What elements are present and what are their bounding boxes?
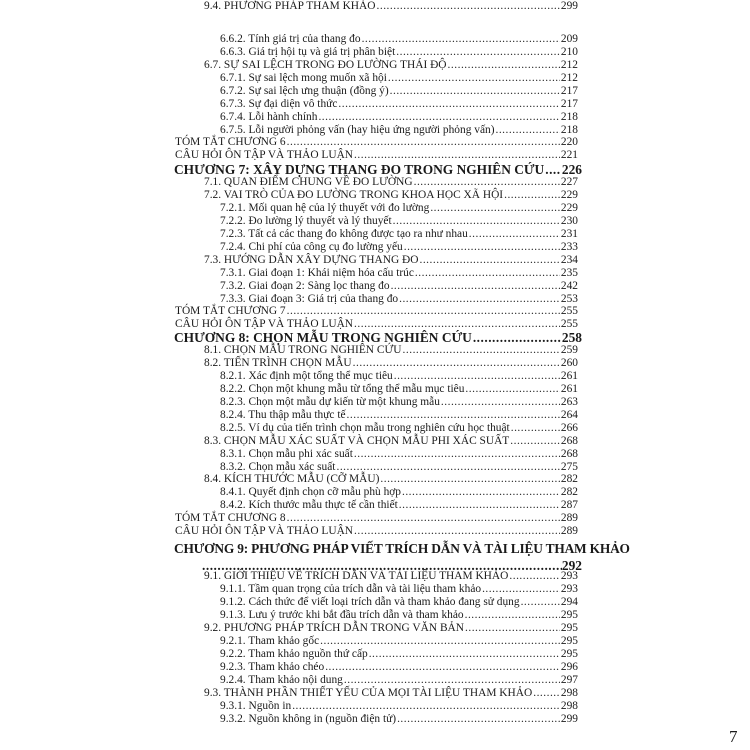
toc-subsection bbox=[220, 85, 578, 98]
toc-title: 7.3.1. Giai đoạn 1: Khái niệm hóa cấu trúc bbox=[220, 267, 414, 279]
toc-page-number: 242 bbox=[560, 280, 578, 292]
toc-title: 7.2.4. Chi phí của công cụ đo lường yếu bbox=[220, 241, 403, 253]
toc-title: 7.1. QUAN ĐIỂM CHUNG VỀ ĐO LƯỜNG bbox=[204, 176, 413, 188]
toc-page-number: 218 bbox=[560, 111, 578, 123]
toc-title: 6.7. SỰ SAI LỆCH TRONG ĐO LƯỜNG THÁI ĐỘ bbox=[204, 59, 447, 71]
dot-leader bbox=[482, 583, 560, 596]
toc-title: 6.6.3. Giá trị hội tụ và giá trị phân biệt bbox=[220, 46, 396, 58]
toc-title: 9.2.3. Tham khảo chéo bbox=[220, 661, 325, 673]
toc-title: CHƯƠNG 8: CHỌN MẪU TRONG NGHIÊN CỨU bbox=[174, 330, 472, 345]
toc-title: 9.2.2. Tham khảo nguồn thứ cấp bbox=[220, 648, 368, 660]
toc-title: 9.1. GIỚI THIỆU VỀ TRÍCH DẪN VÀ TÀI LIỆU THAM KHẢO bbox=[204, 570, 509, 582]
toc-subsection bbox=[220, 267, 578, 280]
dot-leader bbox=[354, 525, 560, 538]
toc-page-number: 295 bbox=[560, 622, 578, 634]
toc-page-number: 268 bbox=[560, 448, 578, 460]
toc-subsection bbox=[220, 422, 578, 435]
toc-title: CÂU HỎI ÔN TẬP VÀ THẢO LUẬN bbox=[175, 318, 354, 330]
toc-page-number: 220 bbox=[560, 136, 578, 148]
dot-leader bbox=[448, 59, 560, 72]
toc-subsection bbox=[220, 596, 578, 609]
toc-page-number: 263 bbox=[560, 396, 578, 408]
toc-page-number: 298 bbox=[560, 687, 578, 699]
dot-leader bbox=[320, 635, 560, 648]
toc-page-number: 217 bbox=[560, 85, 578, 97]
toc-page-number: 260 bbox=[560, 357, 578, 369]
toc-page-number: 231 bbox=[560, 228, 578, 240]
dot-leader bbox=[465, 622, 560, 635]
toc-subsection bbox=[220, 228, 578, 241]
toc-page-number: 259 bbox=[560, 344, 578, 356]
toc-chapter-heading bbox=[174, 162, 582, 177]
dot-leader bbox=[393, 215, 560, 228]
toc-entry-top bbox=[175, 136, 578, 149]
toc-page-number: 268 bbox=[560, 435, 578, 447]
toc-page-number: 293 bbox=[560, 583, 578, 595]
toc-subsection bbox=[220, 241, 578, 254]
dot-leader bbox=[403, 344, 560, 357]
dot-leader bbox=[533, 687, 560, 700]
toc-page-number: 275 bbox=[560, 461, 578, 473]
dot-leader bbox=[419, 254, 559, 267]
toc-title: 8.4.2. Kích thước mẫu thực tế cần thiết bbox=[220, 499, 398, 511]
toc-subsection bbox=[220, 409, 578, 422]
toc-subsection bbox=[220, 713, 578, 726]
dot-leader bbox=[415, 267, 560, 280]
toc-title: 8.3.2. Chọn mẫu xác suất bbox=[220, 461, 336, 473]
toc-title: 8.2.4. Thu thập mẫu thực tế bbox=[220, 409, 346, 421]
toc-title: 9.1.2. Cách thức để viết loại trích dẫn và tham khảo đang sử dụng bbox=[220, 596, 520, 608]
toc-title: CÂU HỎI ÔN TẬP VÀ THẢO LUẬN bbox=[175, 149, 354, 161]
dot-leader bbox=[344, 674, 560, 687]
toc-section bbox=[204, 473, 578, 486]
toc-subsection bbox=[220, 661, 578, 674]
toc-section bbox=[204, 570, 578, 583]
toc-page-number: 227 bbox=[560, 176, 578, 188]
toc-section bbox=[204, 344, 578, 357]
toc-section bbox=[204, 59, 578, 72]
toc-subsection bbox=[220, 111, 578, 124]
toc-page-number: 282 bbox=[560, 473, 578, 485]
toc-chapter-title: CHƯƠNG 9: PHƯƠNG PHÁP VIẾT TRÍCH DẪN VÀ TÀI LIỆU THAM KHẢO bbox=[174, 541, 630, 556]
toc-title: CHƯƠNG 7: XÂY DỰNG THANG ĐO TRONG NGHIÊN CỨU bbox=[174, 162, 545, 177]
toc-subsection bbox=[220, 635, 578, 648]
toc-title: 9.3. THÀNH PHẦN THIẾT YẾU CỦA MỌI TÀI LIỆU THAM KHẢO bbox=[204, 687, 533, 699]
toc-title: 7.3. HƯỚNG DẪN XÂY DỰNG THANG ĐO bbox=[204, 254, 419, 266]
toc-page-number: 299 bbox=[560, 713, 578, 725]
toc-title: TÓM TẮT CHƯƠNG 6 bbox=[175, 136, 286, 148]
toc-title: 8.1. CHỌN MẪU TRONG NGHIÊN CỨU bbox=[204, 344, 402, 356]
toc-section bbox=[204, 176, 578, 189]
toc-title: 6.7.2. Sự sai lệch ưng thuận (đồng ý) bbox=[220, 85, 389, 97]
toc-page-number: 230 bbox=[560, 215, 578, 227]
toc-page-number: 292 bbox=[561, 558, 582, 573]
dot-leader bbox=[399, 499, 560, 512]
toc-page-number: 229 bbox=[560, 189, 578, 201]
dot-leader bbox=[441, 396, 560, 409]
toc-page-number: 295 bbox=[560, 609, 578, 621]
toc-subsection bbox=[220, 448, 578, 461]
dot-leader bbox=[292, 700, 560, 713]
dot-leader bbox=[469, 228, 560, 241]
toc-entry-top bbox=[175, 525, 578, 538]
toc-section bbox=[204, 622, 578, 635]
toc-page-number: 298 bbox=[560, 700, 578, 712]
toc-page-number: 258 bbox=[561, 330, 582, 345]
toc-title: 8.4.1. Quyết định chọn cỡ mẫu phù hợp bbox=[220, 486, 401, 498]
dot-leader bbox=[380, 473, 560, 486]
toc-subsection bbox=[220, 383, 578, 396]
toc-subsection bbox=[220, 280, 578, 293]
dot-leader bbox=[353, 357, 560, 370]
toc-subsection bbox=[220, 648, 578, 661]
dot-leader bbox=[465, 609, 560, 622]
toc-title: 9.2.1. Tham khảo gốc bbox=[220, 635, 320, 647]
toc-title: 6.7.1. Sự sai lệch mong muốn xã hội bbox=[220, 72, 387, 84]
toc-section bbox=[204, 435, 578, 448]
dot-leader bbox=[397, 713, 560, 726]
dot-leader bbox=[394, 370, 560, 383]
dot-leader bbox=[377, 0, 560, 13]
dot-leader bbox=[287, 512, 560, 525]
toc-page-number: 295 bbox=[560, 635, 578, 647]
toc-page-number: 289 bbox=[560, 525, 578, 537]
dot-leader bbox=[511, 422, 560, 435]
dot-leader bbox=[287, 305, 560, 318]
dot-leader bbox=[465, 383, 560, 396]
toc-title: 7.2. VAI TRÒ CỦA ĐO LƯỜNG TRONG KHOA HỌC XÃ HỘI bbox=[204, 189, 504, 201]
toc-page-number: 294 bbox=[560, 596, 578, 608]
toc-entry-top bbox=[175, 149, 578, 162]
dot-leader bbox=[287, 136, 560, 149]
dot-leader bbox=[473, 330, 561, 345]
toc-title: 7.2.1. Mối quan hệ của lý thuyết với đo lường bbox=[220, 202, 430, 214]
toc-page-number: 255 bbox=[560, 305, 578, 317]
toc-page-number: 212 bbox=[560, 72, 578, 84]
toc-subsection bbox=[220, 370, 578, 383]
toc-page-number: 297 bbox=[560, 674, 578, 686]
dot-leader bbox=[509, 570, 560, 583]
toc-subsection bbox=[220, 609, 578, 622]
toc-chapter-heading bbox=[174, 330, 582, 345]
toc-title: 8.3. CHỌN MẪU XÁC SUẤT VÀ CHỌN MẪU PHI XÁC SUẤT bbox=[204, 435, 510, 447]
dot-leader bbox=[396, 46, 560, 59]
toc-title: 6.7.5. Lỗi người phỏng vấn (hay hiệu ứng người phỏng vấn) bbox=[220, 124, 495, 136]
toc-title: 6.7.3. Sự đại diện vô thức bbox=[220, 98, 338, 110]
dot-leader bbox=[510, 435, 560, 448]
toc-page-number: 287 bbox=[560, 499, 578, 511]
toc-page-number: 261 bbox=[560, 383, 578, 395]
toc-section bbox=[204, 357, 578, 370]
toc-page-number: 229 bbox=[560, 202, 578, 214]
toc-page-number: 253 bbox=[560, 293, 578, 305]
toc-subsection bbox=[220, 396, 578, 409]
dot-leader bbox=[318, 111, 559, 124]
toc-page-number: 266 bbox=[560, 422, 578, 434]
toc-title: 9.3.1. Nguồn in bbox=[220, 700, 292, 712]
dot-leader bbox=[402, 486, 560, 499]
toc-page-number: 221 bbox=[560, 149, 578, 161]
toc-section bbox=[204, 687, 578, 700]
toc-section bbox=[204, 0, 578, 13]
toc-title: 6.7.4. Lỗi hành chính bbox=[220, 111, 318, 123]
toc-title: 9.1.3. Lưu ý trước khi bắt đầu trích dẫn và tham khảo bbox=[220, 609, 464, 621]
toc-title: 8.2.2. Chọn một khung mẫu từ tổng thể mẫu mục tiêu bbox=[220, 383, 465, 395]
dot-leader bbox=[362, 33, 560, 46]
toc-page-number: 295 bbox=[560, 648, 578, 660]
toc-title: 9.2. PHƯƠNG PHÁP TRÍCH DẪN TRONG VĂN BẢN bbox=[204, 622, 464, 634]
toc-section bbox=[204, 254, 578, 267]
toc-title: 7.3.3. Giai đoạn 3: Giá trị của thang đo bbox=[220, 293, 399, 305]
toc-subsection bbox=[220, 46, 578, 59]
toc-title: TÓM TẮT CHƯƠNG 7 bbox=[175, 305, 286, 317]
toc-section bbox=[204, 189, 578, 202]
toc-subsection bbox=[220, 674, 578, 687]
toc-page-number: 255 bbox=[560, 318, 578, 330]
page-number: 7 bbox=[729, 727, 738, 746]
dot-leader bbox=[338, 98, 560, 111]
toc-page-number: 261 bbox=[560, 370, 578, 382]
toc-title: 8.2.3. Chọn một mẫu dự kiến từ một khung mẫu bbox=[220, 396, 440, 408]
dot-leader bbox=[347, 409, 560, 422]
dot-leader bbox=[354, 448, 560, 461]
toc-title: 7.2.3. Tất cả các thang đo không được tạo ra như nhau bbox=[220, 228, 468, 240]
dot-leader bbox=[404, 241, 560, 254]
toc-title: 9.1.1. Tầm quan trọng của trích dẫn và tài liệu tham khảo bbox=[220, 583, 482, 595]
toc-subsection bbox=[220, 499, 578, 512]
dot-leader bbox=[414, 176, 560, 189]
toc-page-number: 264 bbox=[560, 409, 578, 421]
toc-page-number: 210 bbox=[560, 46, 578, 58]
dot-leader bbox=[390, 85, 560, 98]
toc-page-number: 217 bbox=[560, 98, 578, 110]
toc-page-number: 212 bbox=[560, 59, 578, 71]
dot-leader bbox=[545, 162, 561, 177]
toc-subsection bbox=[220, 98, 578, 111]
dot-leader bbox=[391, 280, 560, 293]
toc-page-number: 218 bbox=[560, 124, 578, 136]
toc-page-number: 235 bbox=[560, 267, 578, 279]
toc-page-number: 233 bbox=[560, 241, 578, 253]
toc-title: 8.3.1. Chọn mẫu phi xác suất bbox=[220, 448, 353, 460]
toc-page-number: 282 bbox=[560, 486, 578, 498]
toc-title: 8.2.1. Xác định một tổng thể mục tiêu bbox=[220, 370, 393, 382]
toc-page-number: 234 bbox=[560, 254, 578, 266]
dot-leader bbox=[430, 202, 560, 215]
toc-page-number: 293 bbox=[560, 570, 578, 582]
dot-leader bbox=[388, 72, 560, 85]
dot-leader bbox=[369, 648, 560, 661]
toc-title: 6.6.2. Tính giá trị của thang đo bbox=[220, 33, 361, 45]
dot-leader bbox=[504, 189, 560, 202]
toc-page-number: 289 bbox=[560, 512, 578, 524]
toc-page-number: 226 bbox=[561, 162, 582, 177]
toc-subsection bbox=[220, 215, 578, 228]
toc-page-number: 296 bbox=[560, 661, 578, 673]
toc-title: CÂU HỎI ÔN TẬP VÀ THẢO LUẬN bbox=[175, 525, 354, 537]
toc-title: 8.2.5. Ví dụ của tiến trình chọn mẫu trong nghiên cứu học thuật bbox=[220, 422, 510, 434]
toc-subsection bbox=[220, 583, 578, 596]
toc-title: 9.4. PHƯƠNG PHÁP THAM KHẢO bbox=[204, 0, 376, 12]
toc-subsection bbox=[220, 33, 578, 46]
toc-subsection bbox=[220, 700, 578, 713]
toc-title: 8.4. KÍCH THƯỚC MẪU (CỠ MẪU) bbox=[204, 473, 380, 485]
dot-leader bbox=[354, 149, 560, 162]
toc-entry-top bbox=[175, 305, 578, 318]
dot-leader bbox=[325, 661, 560, 674]
toc-title: 7.2.2. Đo lường lý thuyết và lý thuyết bbox=[220, 215, 392, 227]
toc-title: TÓM TẮT CHƯƠNG 8 bbox=[175, 512, 286, 524]
toc-entry-top bbox=[175, 512, 578, 525]
toc-title: 9.2.4. Tham khảo nội dung bbox=[220, 674, 343, 686]
toc-page-number: 209 bbox=[560, 33, 578, 45]
toc-subsection bbox=[220, 486, 578, 499]
toc-title: 7.3.2. Giai đoạn 2: Sàng lọc thang đo bbox=[220, 280, 390, 292]
toc-title: 9.3.2. Nguồn không in (nguồn điện tử) bbox=[220, 713, 397, 725]
toc-subsection bbox=[220, 72, 578, 85]
toc-page-number: 299 bbox=[560, 0, 578, 12]
toc-title: 8.2. TIẾN TRÌNH CHỌN MẪU bbox=[204, 357, 352, 369]
dot-leader bbox=[521, 596, 560, 609]
toc-subsection bbox=[220, 202, 578, 215]
